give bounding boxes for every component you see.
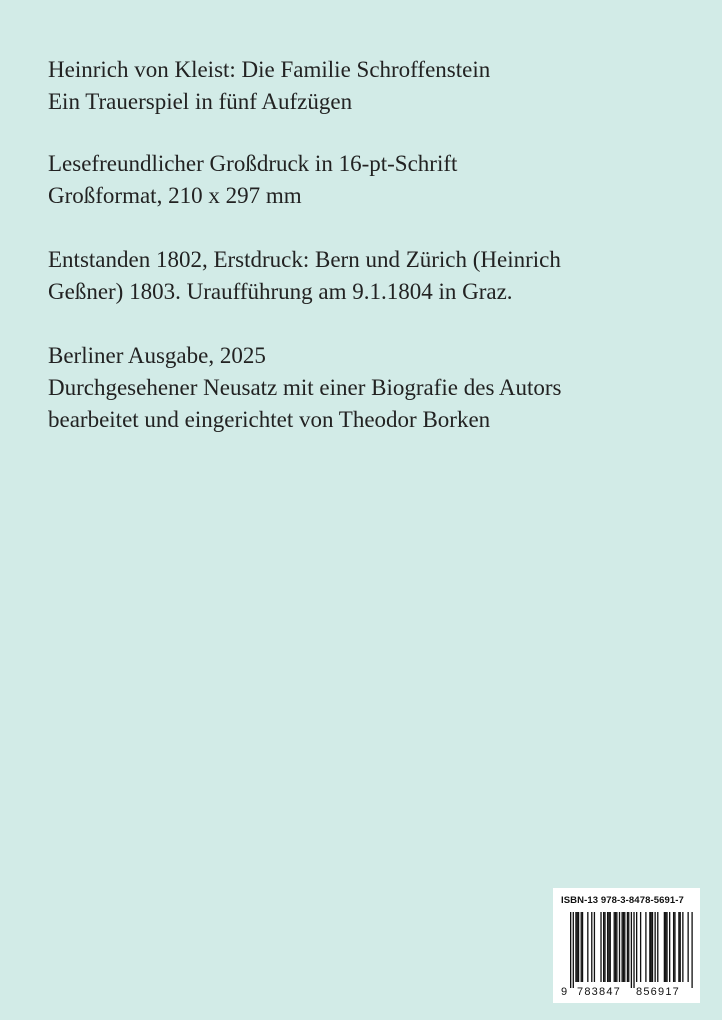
- barcode-bar: [665, 912, 666, 982]
- barcode-bar: [581, 912, 582, 982]
- barcode-bar: [645, 912, 646, 982]
- barcode-bar: [615, 912, 616, 982]
- barcode-bar: [573, 912, 574, 988]
- barcode-bar: [591, 912, 592, 982]
- barcode-bar: [600, 912, 601, 982]
- barcode-bar: [616, 912, 617, 982]
- barcode-bar: [608, 912, 609, 982]
- print-format-line: Lesefreundlicher Großdruck in 16-pt-Schrift: [48, 151, 458, 176]
- barcode-bar: [619, 912, 620, 982]
- barcode-bar: [570, 912, 571, 988]
- barcode-bar: [624, 912, 625, 982]
- barcode-bar: [652, 912, 653, 982]
- barcode-bar: [673, 912, 674, 982]
- edition-line-3: bearbeitet und eingerichtet von Theodor Borken: [48, 407, 491, 432]
- barcode-lead-digit: 9: [561, 986, 568, 998]
- barcode-bar: [628, 912, 629, 982]
- title-block: [48, 54, 688, 118]
- barcode-bar: [636, 912, 637, 982]
- edition-line-2: Durchgesehener Neusatz mit einer Biografie des Autors: [48, 375, 562, 400]
- barcode-bar: [687, 912, 688, 982]
- edition-block: [48, 340, 688, 436]
- origin-block: [48, 244, 688, 308]
- barcode-bar: [623, 912, 624, 982]
- barcode-bars: [570, 912, 694, 988]
- barcode-bar: [594, 912, 595, 982]
- barcode-bar: [614, 912, 615, 982]
- format-block: [48, 148, 688, 212]
- barcode-bar: [633, 912, 634, 988]
- barcode-bar: [577, 912, 578, 982]
- barcode-bar: [575, 912, 576, 982]
- barcode-bar: [603, 912, 604, 982]
- barcode-bar: [578, 912, 579, 982]
- barcode-bar: [678, 912, 679, 982]
- barcode-bar: [691, 912, 692, 988]
- barcode-bar: [682, 912, 683, 982]
- page-size-line: Großformat, 210 x 297 mm: [48, 183, 302, 208]
- barcode-bar: [621, 912, 622, 982]
- origin-line-2: Geßner) 1803. Uraufführung am 9.1.1804 in Graz.: [48, 279, 513, 304]
- barcode-left-digits: 783847: [577, 986, 621, 998]
- barcode-bar: [582, 912, 583, 982]
- barcode-bar: [607, 912, 608, 982]
- barcode-bar: [669, 912, 670, 982]
- edition-line-1: Berliner Ausgabe, 2025: [48, 343, 266, 368]
- barcode-bar: [666, 912, 667, 982]
- title-line: Heinrich von Kleist: Die Familie Schroffenstein: [48, 57, 491, 82]
- barcode-bar: [640, 912, 641, 982]
- isbn-label: ISBN-13 978-3-8478-5691-7: [561, 895, 684, 906]
- origin-line-1: Entstanden 1802, Erstdruck: Bern und Zürich (Heinrich: [48, 247, 561, 272]
- barcode-bar: [664, 912, 665, 982]
- barcode-bar: [610, 912, 611, 982]
- barcode-bar: [680, 912, 681, 982]
- barcode-bar: [631, 912, 632, 988]
- barcode-right-digits: 856917: [636, 986, 680, 998]
- barcode-bar: [654, 912, 655, 982]
- barcode-bar: [604, 912, 605, 982]
- barcode-image: [559, 912, 694, 998]
- subtitle-line: Ein Trauerspiel in fünf Aufzügen: [48, 89, 353, 114]
- barcode-bar: [627, 912, 628, 982]
- barcode-bar: [657, 912, 658, 982]
- barcode-bar: [649, 912, 650, 982]
- barcode-bar: [651, 912, 652, 982]
- barcode-bar: [587, 912, 588, 982]
- barcode-bar: [674, 912, 675, 982]
- isbn-barcode-box: [553, 888, 700, 1003]
